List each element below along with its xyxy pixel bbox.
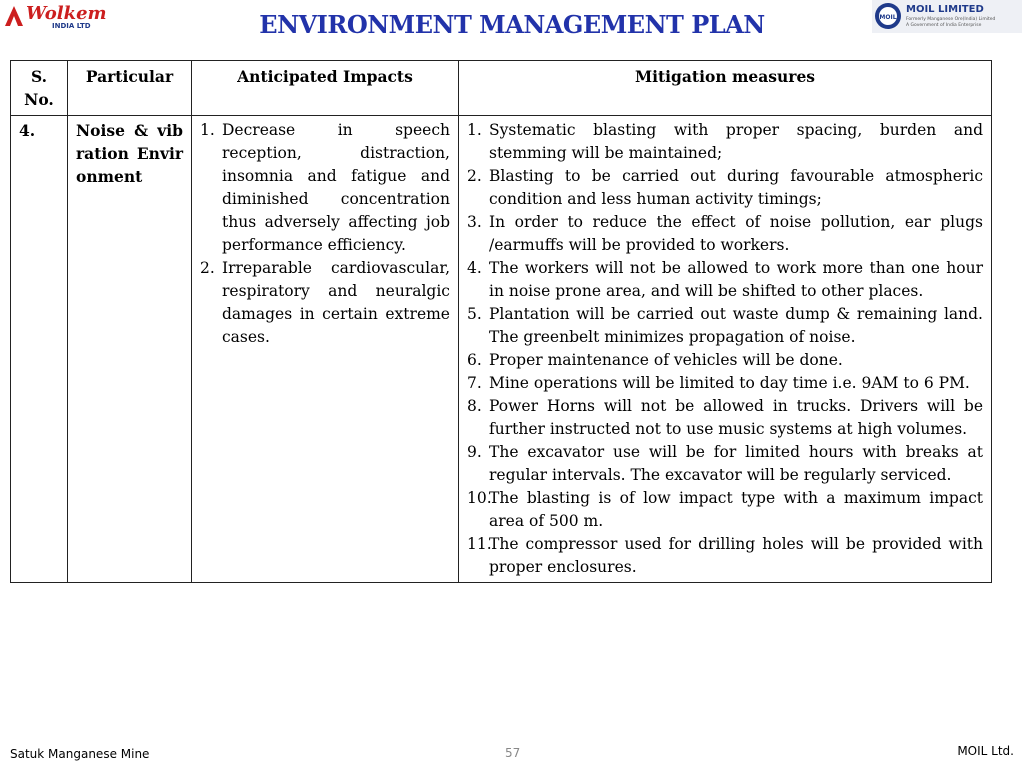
list-item: 11. The compressor used for drilling holes will be provided with proper enclosures. [467,535,983,576]
list-item: 10. The blasting is of low impact type with a maximum impact area of 500 m. [467,489,983,530]
row-anticipated-impacts [192,116,459,583]
list-item: 5. Plantation will be carried out waste dump & remaining land. The greenbelt minimizes propagation of noise. [467,305,983,346]
moil-logo-subtext-2: A Government of India Enterprise [906,23,982,28]
moil-logo-badge-text: MOIL [879,14,897,21]
emp-table [10,60,992,583]
moil-logo-text: MOIL LIMITED [906,4,984,15]
page-title: ENVIRONMENT MANAGEMENT PLAN [259,10,765,39]
footer-company: MOIL Ltd. [957,744,1014,758]
table-row [11,116,992,583]
list-item: 1. Systematic blasting with proper spacing, burden and stemming will be maintained; [467,121,983,162]
header-anticipated-impacts: Anticipated Impacts [192,61,459,116]
header-particular: Particular [68,61,192,116]
impacts-list [200,119,450,349]
list-item: 4. The workers will not be allowed to work more than one hour in noise prone area, and will be shifted to other places. [467,259,983,300]
header-sno: S. No. [11,61,68,116]
header-mitigation-measures: Mitigation measures [459,61,992,116]
footer-page-number: 57 [505,746,521,760]
moil-logo-subtext: Formerly Manganese Ore(India) Limited [906,17,996,22]
list-item: 6. Proper maintenance of vehicles will be done. [467,351,843,369]
wolkem-logo-text: Wolkem [26,3,107,24]
list-item: 1. Decrease in speech reception, distraction, insomnia and fatigue and diminished concentration thus adversely affecting job performance efficiency. [200,121,450,254]
list-item: 3. In order to reduce the effect of noise pollution, ear plugs /earmuffs will be provided to workers. [467,213,983,254]
list-item: 9. The excavator use will be for limited hours with breaks at regular intervals. The excavator will be regularly serviced. [467,443,983,484]
wolkem-logo-subtext: INDIA LTD [52,22,91,30]
footer-mine-name: Satuk Manganese Mine [10,747,150,761]
list-item: 8. Power Horns will not be allowed in trucks. Drivers will be further instructed not to use music systems at high volumes. [467,397,983,438]
row-mitigation-measures [459,116,992,583]
list-item: 2. Irreparable cardiovascular, respiratory and neuralgic damages in certain extreme cases. [200,259,450,346]
list-item: 7. Mine operations will be limited to day time i.e. 9AM to 6 PM. [467,374,970,392]
moil-logo [872,0,1022,33]
mitigation-list [467,119,983,579]
row-particular: Noise & vibration Environment [68,116,192,583]
list-item: 2. Blasting to be carried out during favourable atmospheric condition and less human activity timings; [467,167,983,208]
row-sno: 4. [11,116,68,583]
table-header-row [11,61,992,116]
